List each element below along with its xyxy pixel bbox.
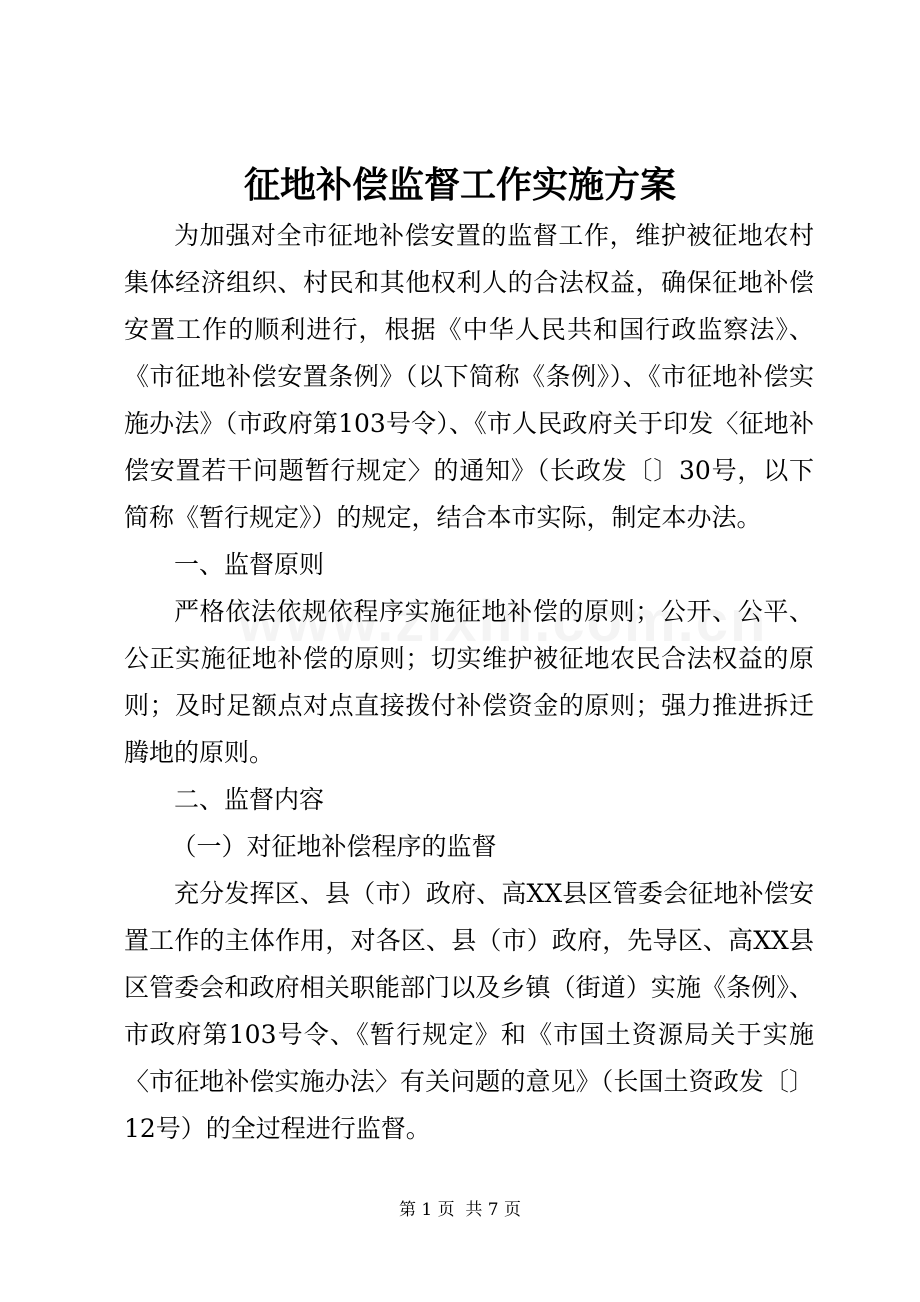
page-footer: 第 1 页 共 7 页 <box>398 1200 522 1220</box>
intro-paragraph: 为加强对全市征地补偿安置的监督工作，维护被征地农村集体经济组织、村民和其他权利人的合法权益，确保征地补偿安置工作的顺利进行，根据《中华人民共和国行政监察法》、《市征地补偿安置条例》（以下简称《条例》）、《市征地补偿实施办法》（市政府第103号令）、《市人民政府关于印发〈征地补偿安置若干问题暂行规定〉的通知》（长政发〔〕30号，以下简称《暂行规定》）的规定，结合本市实际，制定本办法。 <box>124 221 814 532</box>
subsection-heading-procedure: （一）对征地补偿程序的监督 <box>171 832 497 861</box>
section-heading-principles: 一、监督原则 <box>174 550 325 579</box>
section-heading-content: 二、监督内容 <box>174 785 325 814</box>
document-title: 征地补偿监督工作实施方案 <box>243 164 676 206</box>
procedure-paragraph: 充分发挥区、县（市）政府、高XX县区管委会征地补偿安置工作的主体作用，对各区、县（市）政府，先导区、高XX县区管委会和政府相关职能部门以及乡镇（街道）实施《条例》、市政府第103号令、《暂行规定》和《市国土资源局关于实施〈市征地补偿实施办法〉有关问题的意见》（长国土资政发〔〕12号）的全过程进行监督。 <box>124 879 814 1143</box>
principles-paragraph: 严格依法依规依程序实施征地补偿的原则；公开、公平、公正实施征地补偿的原则；切实维护被征地农民合法权益的原则；及时足额点对点直接拨付补偿资金的原则；强力推进拆迁腾地的原则。 <box>124 597 814 767</box>
document-body <box>124 212 814 1152</box>
